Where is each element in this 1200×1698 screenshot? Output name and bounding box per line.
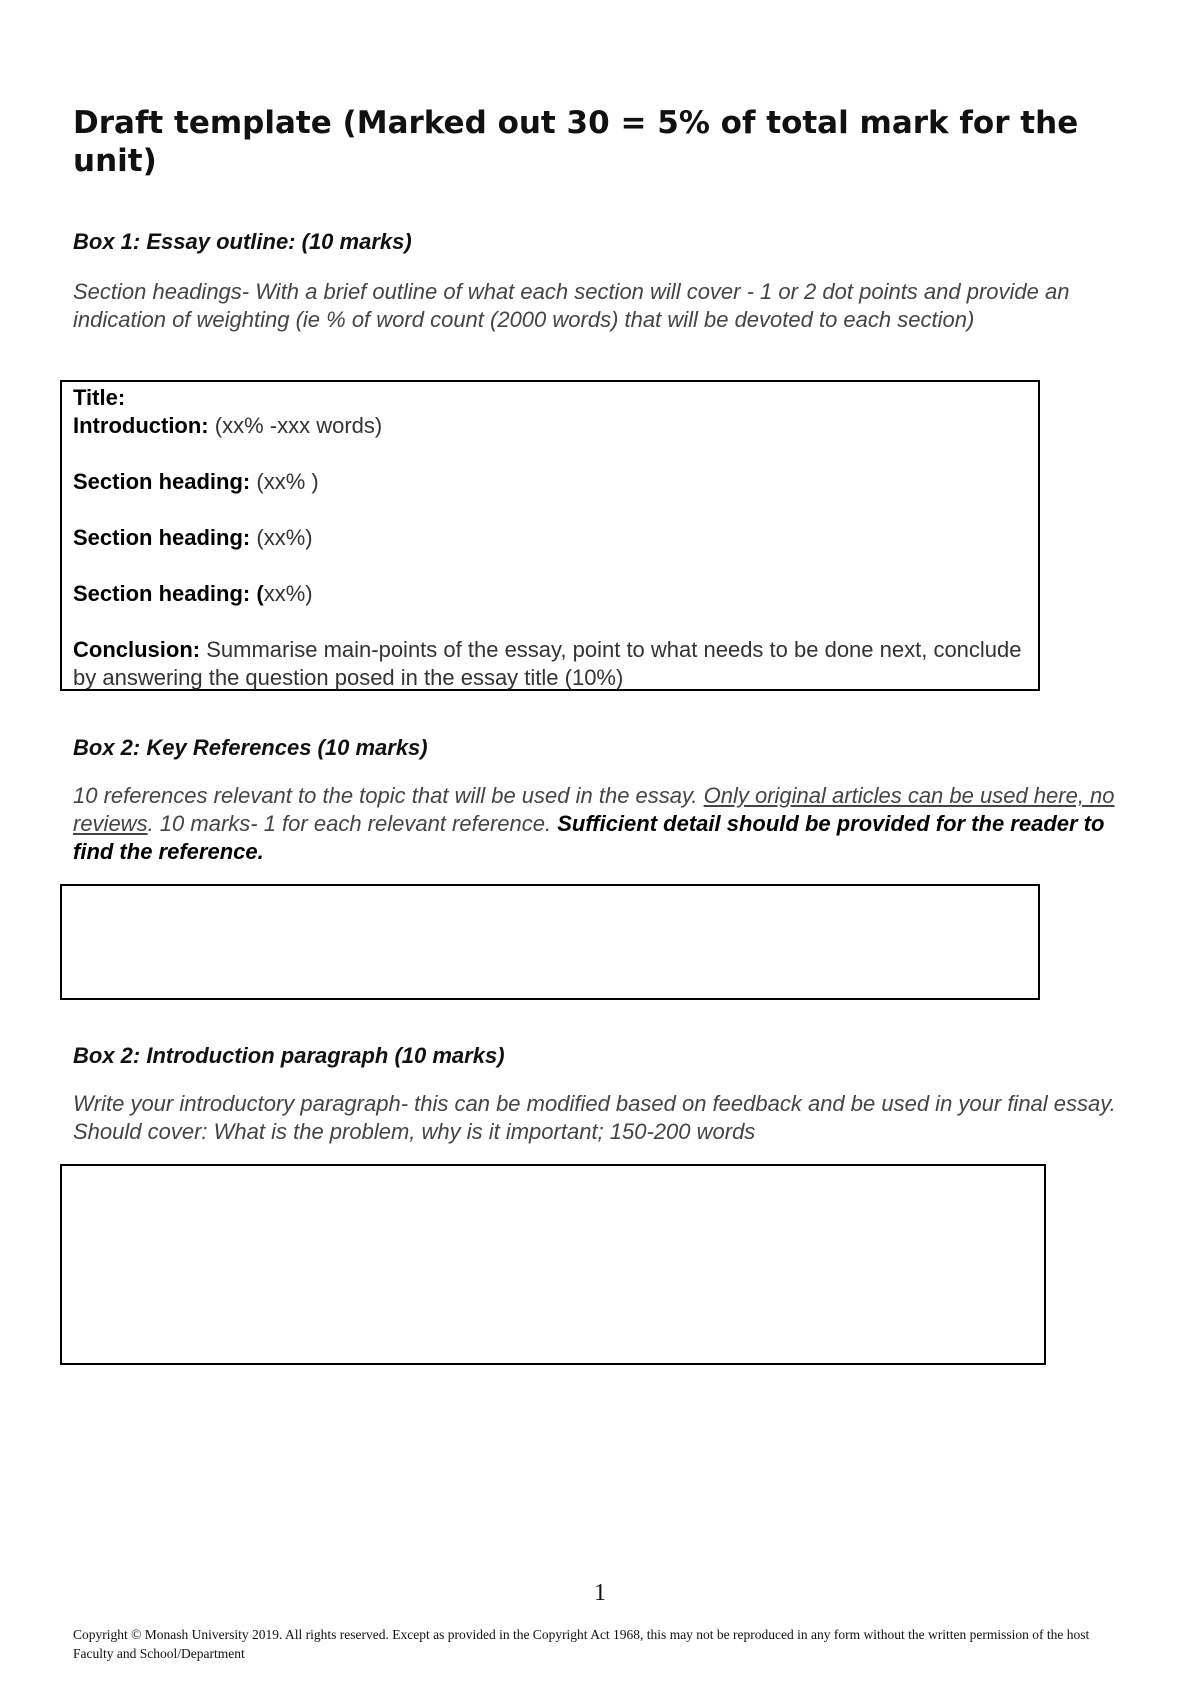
key-references-box[interactable]	[60, 884, 1040, 1000]
outline-section2-value: (xx%)	[250, 525, 313, 550]
outline-intro-value: (xx% -xxx words)	[208, 413, 383, 438]
copyright-notice: Copyright © Monash University 2019. All rights reserved. Except as provided in the Copyright Act 1968, this may not be reproduced in any form without the written permission of the host Faculty and School/Department	[73, 1627, 1090, 1661]
box2-desc-text-2: . 10 marks- 1 for each relevant reference.	[147, 811, 558, 836]
outline-introduction-line	[62, 412, 1038, 440]
outline-section1-value: (xx% )	[250, 469, 319, 494]
outline-section3-label: Section heading: (	[73, 581, 264, 606]
page-number: 1	[594, 1580, 606, 1606]
outline-conclusion-value: Summarise main-points of the essay, point to what needs to be done next, conclude by answering the question posed in the essay title (10%)	[73, 637, 1022, 690]
outline-intro-label: Introduction:	[73, 413, 209, 438]
outline-title-label: Title:	[73, 385, 126, 410]
box2-heading: Box 2: Key References (10 marks)	[73, 735, 428, 760]
outline-section2-label: Section heading:	[73, 525, 251, 550]
outline-conclusion-line	[62, 636, 1038, 692]
box2-desc-bold: Sufficient detail should be provided for the reader to find the reference.	[73, 811, 1105, 864]
outline-section-line-3	[62, 580, 1038, 608]
box1-description: Section headings- With a brief outline of what each section will cover - 1 or 2 dot points and provide an indication of weighting (ie % of word count (2000 words) that will be devoted to each section)	[73, 279, 1070, 332]
outline-section3-value: xx%)	[263, 581, 313, 606]
box2-desc-text-1: 10 references relevant to the topic that will be used in the essay.	[73, 783, 704, 808]
box3-description: Write your introductory paragraph- this can be modified based on feedback and be used in your final essay. Should cover: What is the problem, why is it important; 150-200 words	[73, 1091, 1116, 1144]
box3-heading: Box 2: Introduction paragraph (10 marks)	[73, 1043, 505, 1068]
box2-description	[73, 782, 1143, 866]
outline-section-line-2	[62, 524, 1038, 552]
outline-section-line-1	[62, 468, 1038, 496]
introduction-paragraph-box[interactable]	[60, 1164, 1046, 1365]
box2-desc-underlined: Only original articles can be used here, no reviews	[73, 783, 1115, 836]
essay-outline-box[interactable]	[60, 380, 1040, 691]
box1-heading: Box 1: Essay outline: (10 marks)	[73, 229, 412, 254]
outline-conclusion-label: Conclusion:	[73, 637, 201, 662]
outline-section1-label: Section heading:	[73, 469, 251, 494]
outline-title-line	[62, 384, 1038, 412]
page-title: Draft template (Marked out 30 = 5% of total mark for the unit)	[73, 105, 1079, 179]
